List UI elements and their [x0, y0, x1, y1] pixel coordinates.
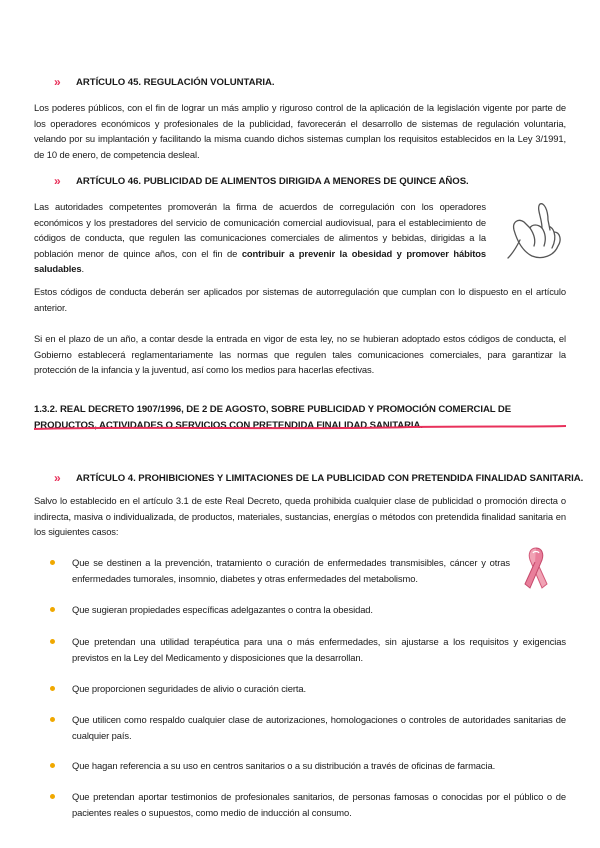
bullet-dot-icon	[50, 794, 55, 799]
bullet-dot-icon	[50, 607, 55, 612]
article-4-title: ARTÍCULO 4. PROHIBICIONES Y LIMITACIONES DE LA PUBLICIDAD CON PRETENDIDA FINALIDAD SANITARIA.	[76, 472, 584, 484]
section-divider	[34, 424, 566, 432]
article-4-heading	[54, 472, 583, 484]
bullet-dot-icon	[50, 560, 55, 565]
list-item	[50, 634, 566, 665]
article-46-title: ARTÍCULO 46. PUBLICIDAD DE ALIMENTOS DIRIGIDA A MENORES DE QUINCE AÑOS.	[76, 175, 469, 187]
article-46-body	[34, 199, 486, 277]
section-title: 1.3.2. REAL DECRETO 1907/1996, DE 2 DE AGOSTO, SOBRE PUBLICIDAD Y PROMOCIÓN COMERCIAL DE PRODUCTOS, ACTIVIDADES O SERVICIOS CON PRETENDIDA FINALIDAD SANITARIA.	[34, 404, 512, 431]
article-46-heading	[54, 175, 469, 187]
chevron-double-right-icon: »	[54, 471, 58, 485]
article-45-body: Los poderes públicos, con el fin de lograr un más amplio y riguroso control de la aplicación de la legislación vigente por parte de los operadores económicos y profesionales de la publicidad, favorecerán el desarrollo de sistemas de regulación voluntaria, velando por su implantación y facilitando la misma cuando dichos sistemas cumplan los requisitos establecidos en la Ley 3/1991, de 10 de enero, de competencia desleal.	[34, 102, 566, 160]
list-item	[50, 712, 566, 743]
chevron-double-right-icon: »	[54, 174, 58, 188]
bullet-dot-icon	[50, 639, 55, 644]
article-46-paragraph-2: Estos códigos de conducta deberán ser aplicados por sistemas de autorregulación que cumplan con lo dispuesto en el artículo anterior.	[34, 286, 566, 313]
article-46-body-end: .	[81, 263, 84, 275]
article-4-intro: Salvo lo establecido en el artículo 3.1 de este Real Decreto, queda prohibida cualquier clase de publicidad o promoción directa o indirecta, masiva o individualizada, de productos, materiales, sustancias, energías o métodos con pretendida finalidad sanitaria en los siguientes casos:	[34, 495, 566, 538]
list-item-text: Que hagan referencia a su uso en centros sanitarios o a su distribución a través de oficinas de farmacia.	[72, 760, 496, 771]
article-46-body-text: Las autoridades competentes promoverán la firma de acuerdos de corregulación con los operadores económicos y los prestadores del servicio de comunicación comercial audiovisual, para el establecimiento de códigos de conducta, que regulen las comunicaciones comerciales de alimentos y bebidas, dirigidas a la población menor de quince años, con el fin de	[34, 201, 486, 259]
list-item	[50, 681, 566, 697]
list-item	[50, 602, 566, 618]
bullet-dot-icon	[50, 763, 55, 768]
article-46-body-emphasis: contribuir a prevenir la obesidad y promover hábitos saludables	[34, 247, 486, 275]
bullet-dot-icon	[50, 686, 55, 691]
list-item	[50, 789, 566, 820]
list-item-text: Que pretendan aportar testimonios de profesionales sanitarios, de personas famosas o conocidas por el público o de pacientes reales o supuestos, como medio de inducción al consumo.	[72, 791, 566, 818]
article-45-heading	[54, 76, 274, 88]
list-item-text: Que proporcionen seguridades de alivio o curación cierta.	[72, 683, 307, 694]
thumbs-up-hand-icon	[506, 200, 566, 264]
chevron-double-right-icon: »	[54, 75, 58, 89]
article-45-title: ARTÍCULO 45. REGULACIÓN VOLUNTARIA.	[76, 76, 275, 88]
list-item-text: Que pretendan una utilidad terapéutica para una o más enfermedades, sin ajustarse a los requisitos y exigencias previstos en la Ley del Medicamento y disposiciones que la desarrollan.	[72, 636, 566, 663]
list-item	[50, 758, 566, 774]
list-item	[50, 555, 510, 586]
pink-ribbon-icon	[522, 544, 550, 590]
list-item-text: Que utilicen como respaldo cualquier clase de autorizaciones, homologaciones o controles de autoridades sanitarias de cualquier país.	[72, 714, 566, 741]
list-item-text: Que se destinen a la prevención, tratamiento o curación de enfermedades transmisibles, cáncer y otras enfermedades tumorales, insomnio, diabetes y otras enfermedades del metabolismo.	[72, 557, 510, 584]
bullet-dot-icon	[50, 717, 55, 722]
list-item-text: Que sugieran propiedades específicas adelgazantes o contra la obesidad.	[72, 604, 373, 615]
article-46-paragraph-3: Si en el plazo de un año, a contar desde la entrada en vigor de esta ley, no se hubieran adoptado estos códigos de conducta, el Gobierno establecerá reglamentariamente las normas que regulen tales comunicaciones comerciales, para garantizar la protección de la infancia y la juventud, así como los medios para hacerlas efectivas.	[34, 333, 566, 376]
